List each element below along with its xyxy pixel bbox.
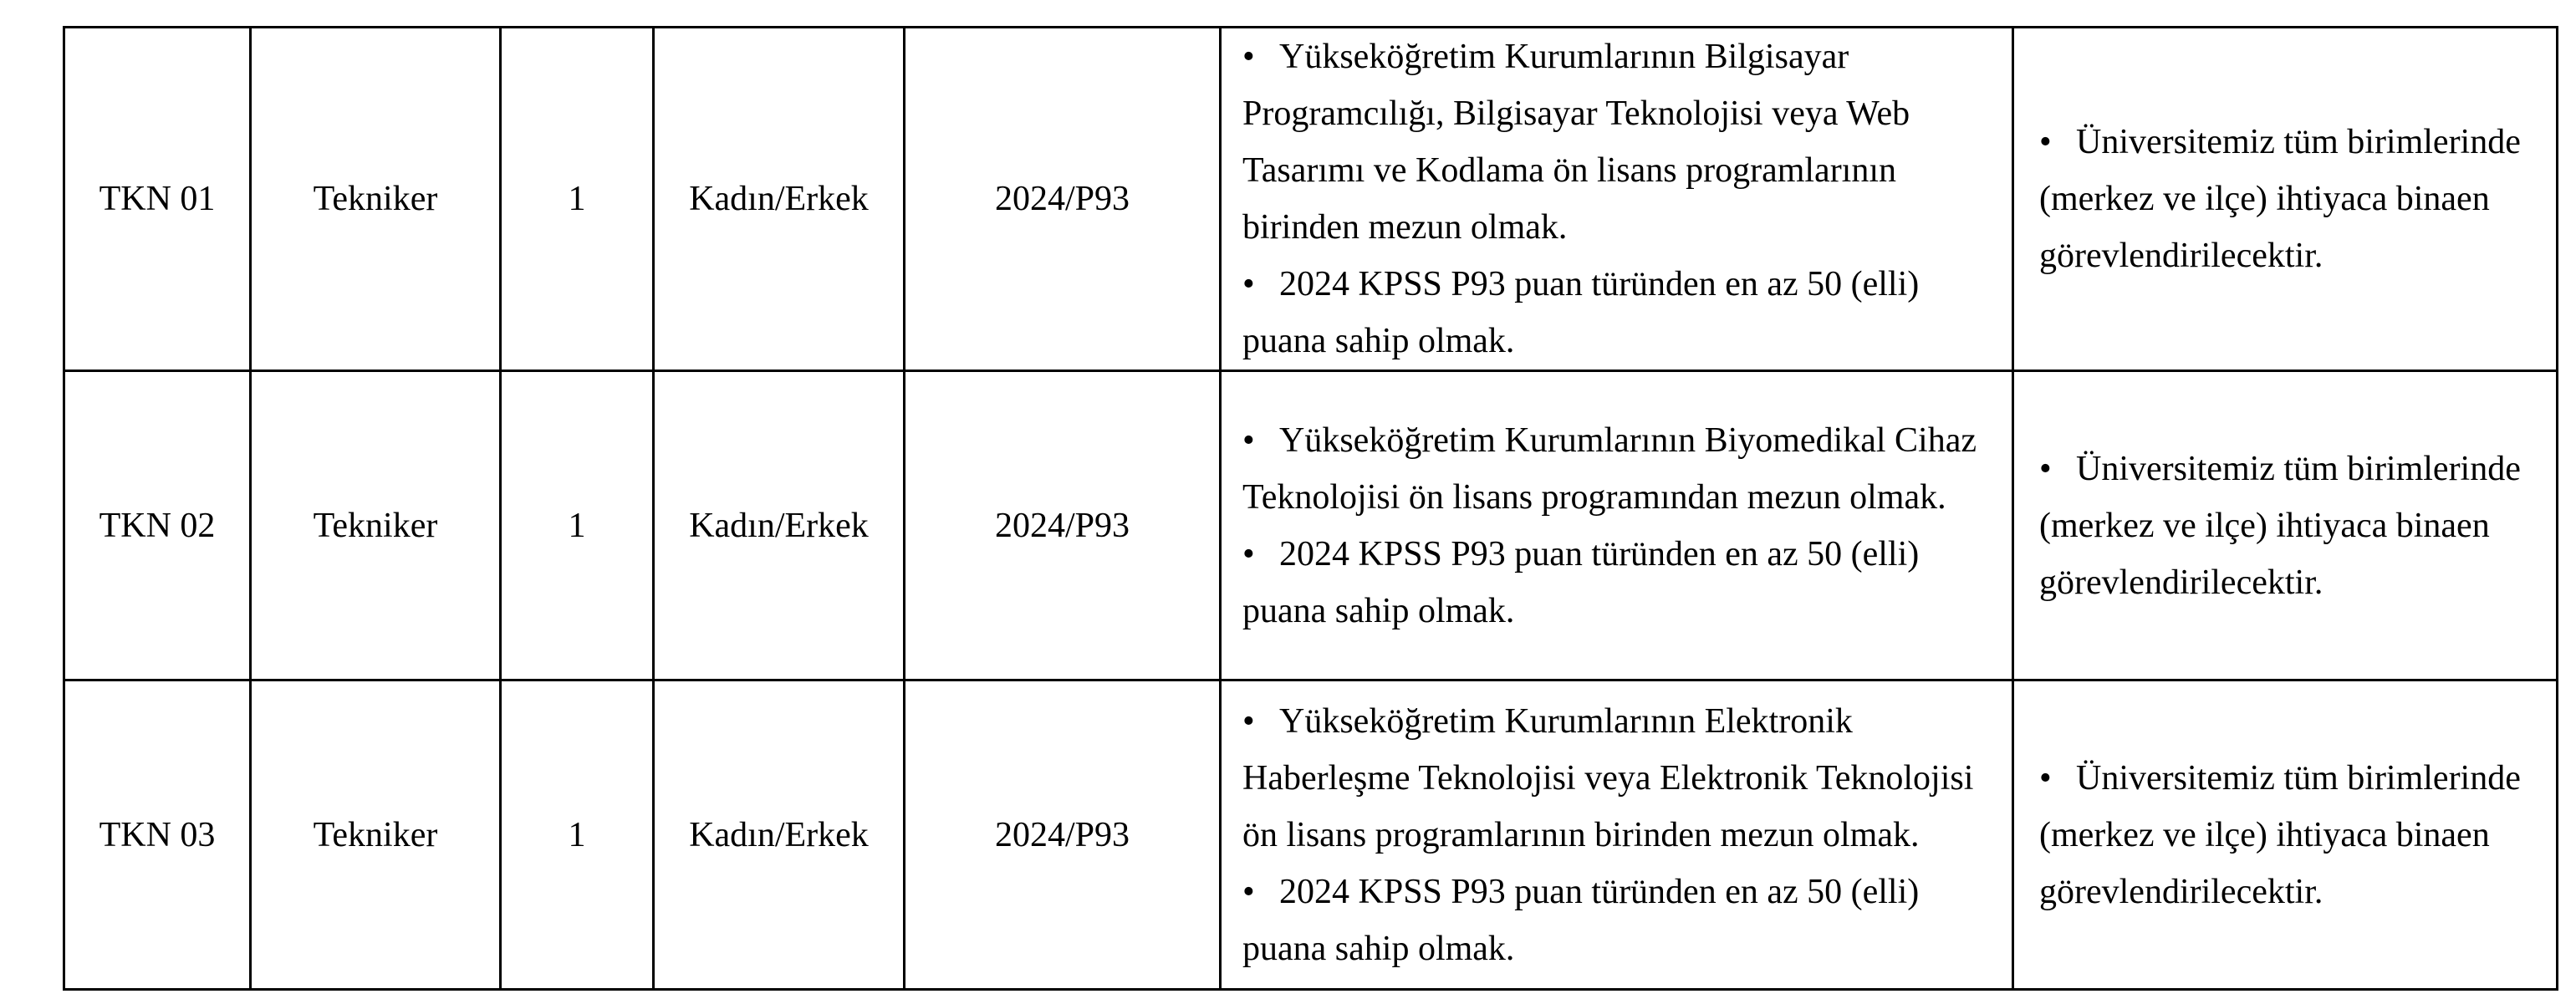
requirement-text: 2024 KPSS P93 puan türünden en az 50 (elli) puana sahip olmak. bbox=[1242, 872, 1920, 968]
bullet-icon: • bbox=[2039, 449, 2052, 488]
position-gender: Kadın/Erkek bbox=[654, 28, 905, 371]
position-note bbox=[2013, 28, 2558, 371]
position-title: Tekniker bbox=[251, 28, 501, 371]
position-title: Tekniker bbox=[251, 680, 501, 990]
position-score-type: 2024/P93 bbox=[905, 680, 1221, 990]
position-title: Tekniker bbox=[251, 371, 501, 680]
position-code: TKN 02 bbox=[64, 371, 251, 680]
requirement-text: Yükseköğretim Kurumlarının Biyomedikal Cihaz Teknolojisi ön lisans programından mezun olmak. bbox=[1242, 420, 1977, 517]
table-row bbox=[64, 680, 2558, 990]
note-text: Üniversitemiz tüm birimlerinde (merkez ve ilçe) ihtiyaca binaen görevlendirilecektir. bbox=[2039, 758, 2521, 911]
bullet-icon: • bbox=[1242, 872, 1255, 911]
position-count: 1 bbox=[501, 371, 654, 680]
position-note bbox=[2013, 680, 2558, 990]
position-code: TKN 01 bbox=[64, 28, 251, 371]
note-text: Üniversitemiz tüm birimlerinde (merkez ve ilçe) ihtiyaca binaen görevlendirilecektir. bbox=[2039, 449, 2521, 602]
requirement-item bbox=[1242, 256, 1995, 370]
position-requirements bbox=[1221, 371, 2013, 680]
bullet-icon: • bbox=[1242, 265, 1255, 303]
position-count: 1 bbox=[501, 28, 654, 371]
bullet-icon: • bbox=[2039, 758, 2052, 798]
requirement-text: Yükseköğretim Kurumlarının Bilgisayar Programcılığı, Bilgisayar Teknolojisi veya Web Tasarımı ve Kodlama ön lisans programlarının birinden mezun olmak. bbox=[1242, 38, 1910, 247]
position-count: 1 bbox=[501, 680, 654, 990]
requirement-text: 2024 KPSS P93 puan türünden en az 50 (elli) puana sahip olmak. bbox=[1242, 265, 1920, 360]
requirement-item bbox=[1242, 526, 1995, 640]
position-note bbox=[2013, 371, 2558, 680]
position-gender: Kadın/Erkek bbox=[654, 371, 905, 680]
positions-table bbox=[63, 26, 2558, 991]
position-gender: Kadın/Erkek bbox=[654, 680, 905, 990]
note-text: Üniversitemiz tüm birimlerinde (merkez ve ilçe) ihtiyaca binaen görevlendirilecektir. bbox=[2039, 123, 2521, 275]
position-score-type: 2024/P93 bbox=[905, 371, 1221, 680]
requirement-text: 2024 KPSS P93 puan türünden en az 50 (elli) puana sahip olmak. bbox=[1242, 534, 1920, 630]
position-score-type: 2024/P93 bbox=[905, 28, 1221, 371]
note-item bbox=[2039, 750, 2539, 920]
table-row bbox=[64, 371, 2558, 680]
bullet-icon: • bbox=[1242, 420, 1255, 460]
requirement-text: Yükseköğretim Kurumlarının Elektronik Haberleşme Teknolojisi veya Elektronik Teknolojisi ön lisans programlarının birinden mezun olmak. bbox=[1242, 701, 1974, 854]
bullet-icon: • bbox=[1242, 701, 1255, 741]
bullet-icon: • bbox=[2039, 123, 2052, 161]
requirement-item bbox=[1242, 693, 1995, 864]
requirement-item bbox=[1242, 28, 1995, 256]
table-row bbox=[64, 28, 2558, 371]
bullet-icon: • bbox=[1242, 534, 1255, 573]
position-requirements bbox=[1221, 680, 2013, 990]
requirement-item bbox=[1242, 412, 1995, 526]
note-item bbox=[2039, 441, 2539, 611]
requirement-item bbox=[1242, 864, 1995, 977]
position-requirements bbox=[1221, 28, 2013, 371]
bullet-icon: • bbox=[1242, 38, 1255, 76]
position-code: TKN 03 bbox=[64, 680, 251, 990]
note-item bbox=[2039, 114, 2539, 284]
